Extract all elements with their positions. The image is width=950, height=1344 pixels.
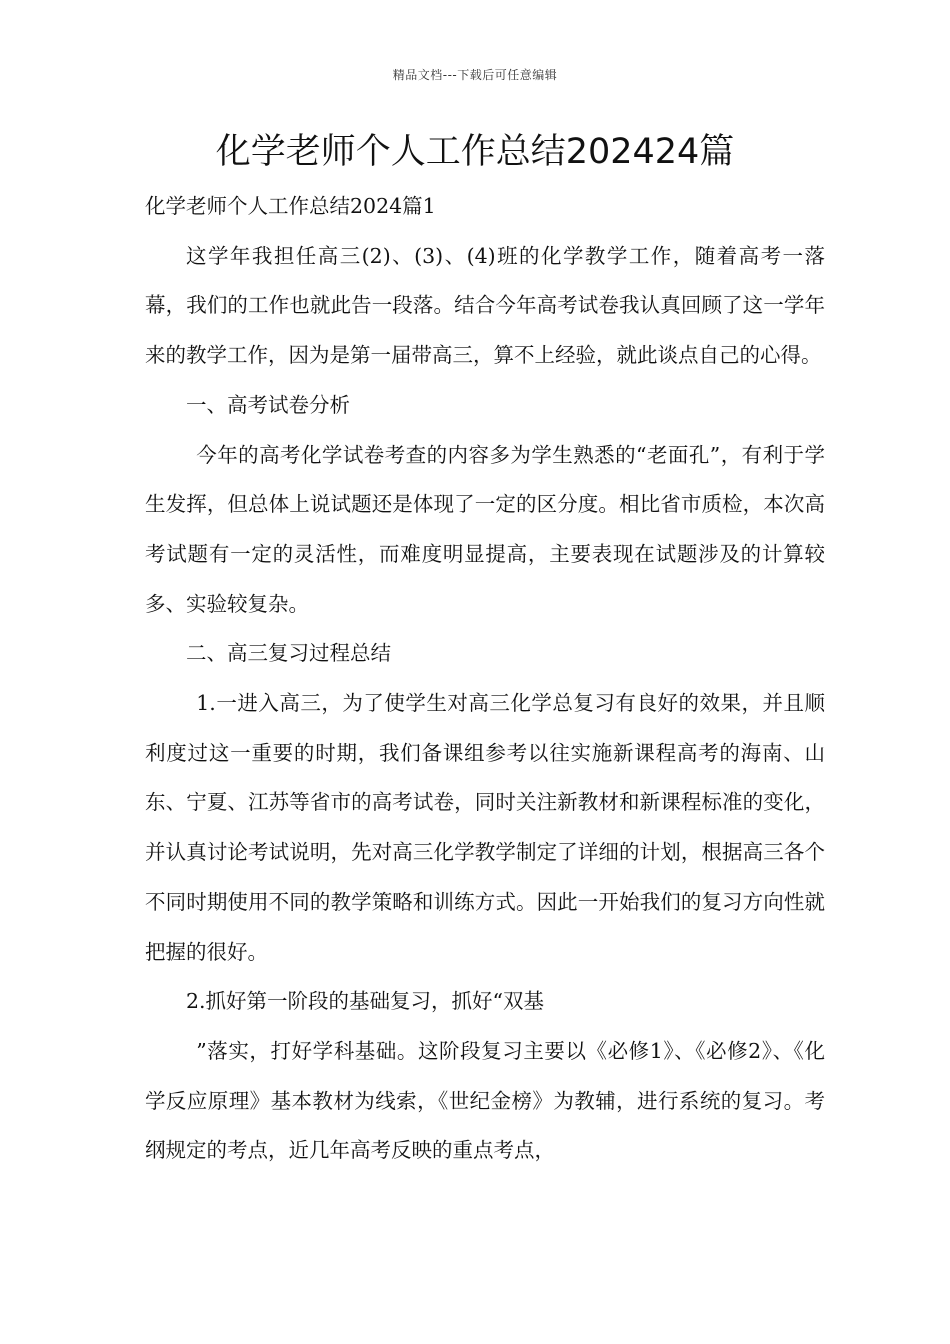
paragraph-review-2-body: ”落实，打好学科基础。这阶段复习主要以《必修1》、《必修2》、《化学反应原理》基本教材为线索，《世纪金榜》为教辅，进行系统的复习。考纲规定的考点，近几年高考反映的重点考点， bbox=[145, 1038, 825, 1163]
document-body bbox=[145, 182, 825, 1176]
paragraph-exam-analysis: 今年的高考化学试卷考查的内容多为学生熟悉的“老面孔”，有利于学生发挥，但总体上说试题还是体现了一定的区分度。相比省市质检，本次高考试题有一定的灵活性，而难度明显提高，主要表现在试题涉及的计算较多、实验较复杂。 bbox=[145, 442, 825, 616]
document-subtitle: 化学老师个人工作总结2024篇1 bbox=[145, 194, 436, 218]
page-header: 精品文档---下载后可任意编辑 bbox=[392, 68, 558, 82]
section-heading-2: 二、高三复习过程总结 bbox=[186, 641, 391, 666]
section-heading-1: 一、高考试卷分析 bbox=[186, 392, 350, 417]
paragraph-intro: 这学年我担任高三(2)、(3)、(4)班的化学教学工作，随着高考一落幕，我们的工作也就此告一段落。结合今年高考试卷我认真回顾了这一学年来的教学工作，因为是第一届带高三，算不上经验，就此谈点自己的心得。 bbox=[145, 243, 825, 368]
paragraph-review-2-lead: 2.抓好第一阶段的基础复习，抓好“双基 bbox=[186, 989, 545, 1014]
paragraph-review-1: 1.一进入高三，为了使学生对高三化学总复习有良好的效果，并且顺利度过这一重要的时期，我们备课组参考以往实施新课程高考的海南、山东、宁夏、江苏等省市的高考试卷，同时关注新教材和新课程标准的变化，并认真讨论考试说明，先对高三化学教学制定了详细的计划，根据高三各个不同时期使用不同的教学策略和训练方式。因此一开始我们的复习方向性就把握的很好。 bbox=[145, 691, 825, 964]
document-title: 化学老师个人工作总结202424篇 bbox=[215, 132, 735, 172]
